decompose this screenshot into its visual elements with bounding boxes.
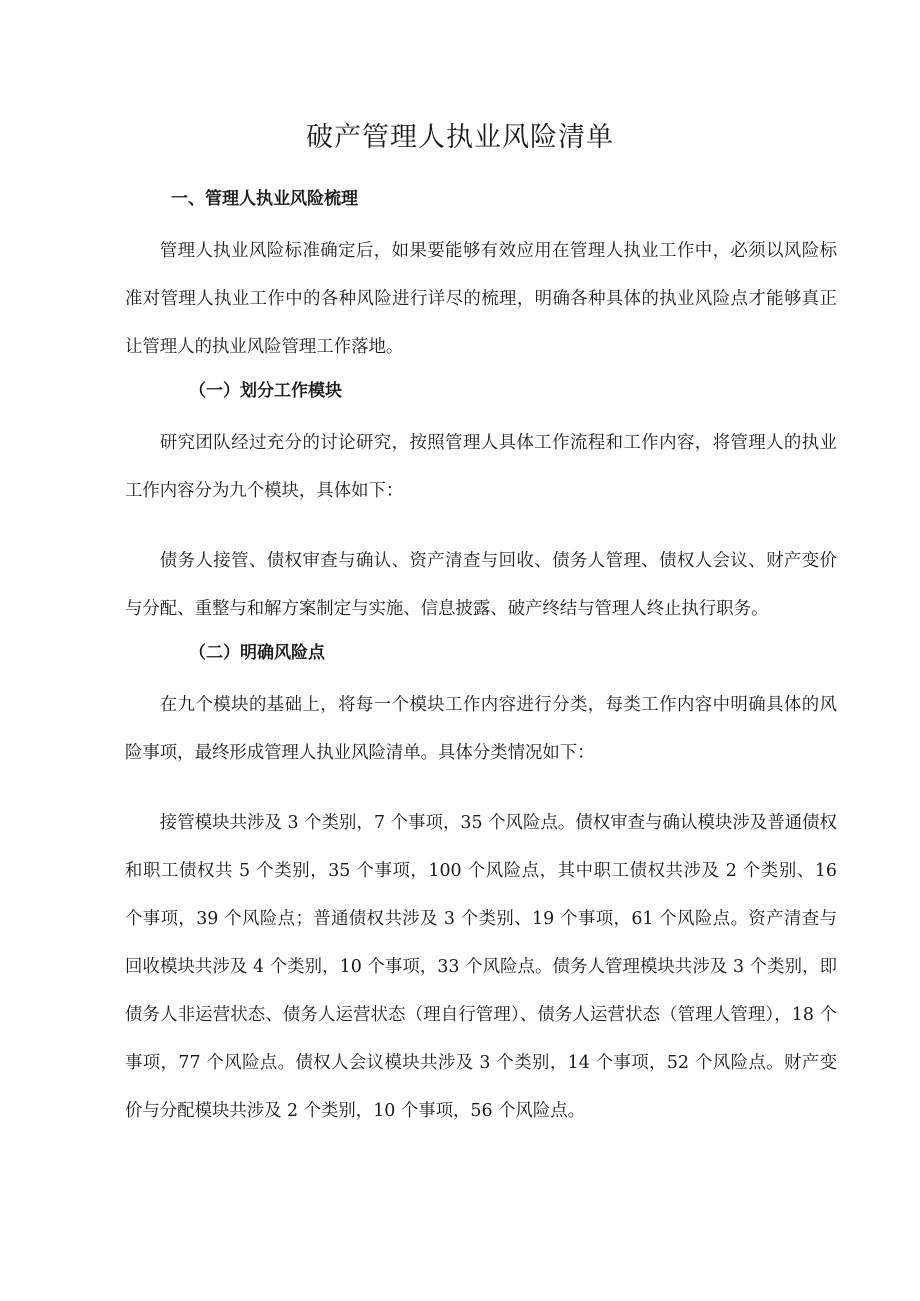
risk-points-paragraph: 在九个模块的基础上，将每一个模块工作内容进行分类，每类工作内容中明确具体的风险事项，最终形成管理人执业风险清单。具体分类情况如下： (125, 695, 837, 763)
subsection-heading-risk-points: （二）明确风险点 (189, 643, 325, 663)
section-intro-paragraph: 管理人执业风险标准确定后，如果要能够有效应用在管理人执业工作中，必须以风险标准对管理人执业工作中的各种风险进行详尽的梳理，明确各种具体的执业风险点才能够真正让管理人的执业风险管理工作落地。 (125, 241, 837, 357)
risk-statistics-paragraph: 接管模块共涉及 3 个类别，7 个事项，35 个风险点。债权审查与确认模块涉及普通债权和职工债权共 5 个类别，35 个事项，100 个风险点，其中职工债权共涉及 2 个类别、16 个事项，39 个风险点；普通债权共涉及 3 个类别、19 个事项，61 个风险点。资产清查与回收模块共涉及 4 个类别，10 个事项，33 个风险点。债务人管理模块共涉及 3 个类别，即债务人非运营状态、债务人运营状态（理自行管理）、债务人运营状态（管理人管理），18 个事项，77 个风险点。债权人会议模块共涉及 3 个类别，14 个事项，52 个风险点。财产变价与分配模块共涉及 2 个类别，10 个事项，56 个风险点。 (125, 813, 837, 1121)
modules-list-paragraph: 债务人接管、债权审查与确认、资产清查与回收、债务人管理、债权人会议、财产变价与分配、重整与和解方案制定与实施、信息披露、破产终结与管理人终止执行职务。 (125, 551, 837, 619)
subsection-heading-work-modules: （一）划分工作模块 (189, 381, 342, 401)
document-title: 破产管理人执业风险清单 (306, 122, 614, 153)
work-modules-paragraph: 研究团队经过充分的讨论研究，按照管理人具体工作流程和工作内容，将管理人的执业工作内容分为九个模块，具体如下： (125, 433, 837, 501)
document-body (125, 183, 837, 1135)
section-heading-risk-review: 一、管理人执业风险梳理 (171, 189, 358, 209)
